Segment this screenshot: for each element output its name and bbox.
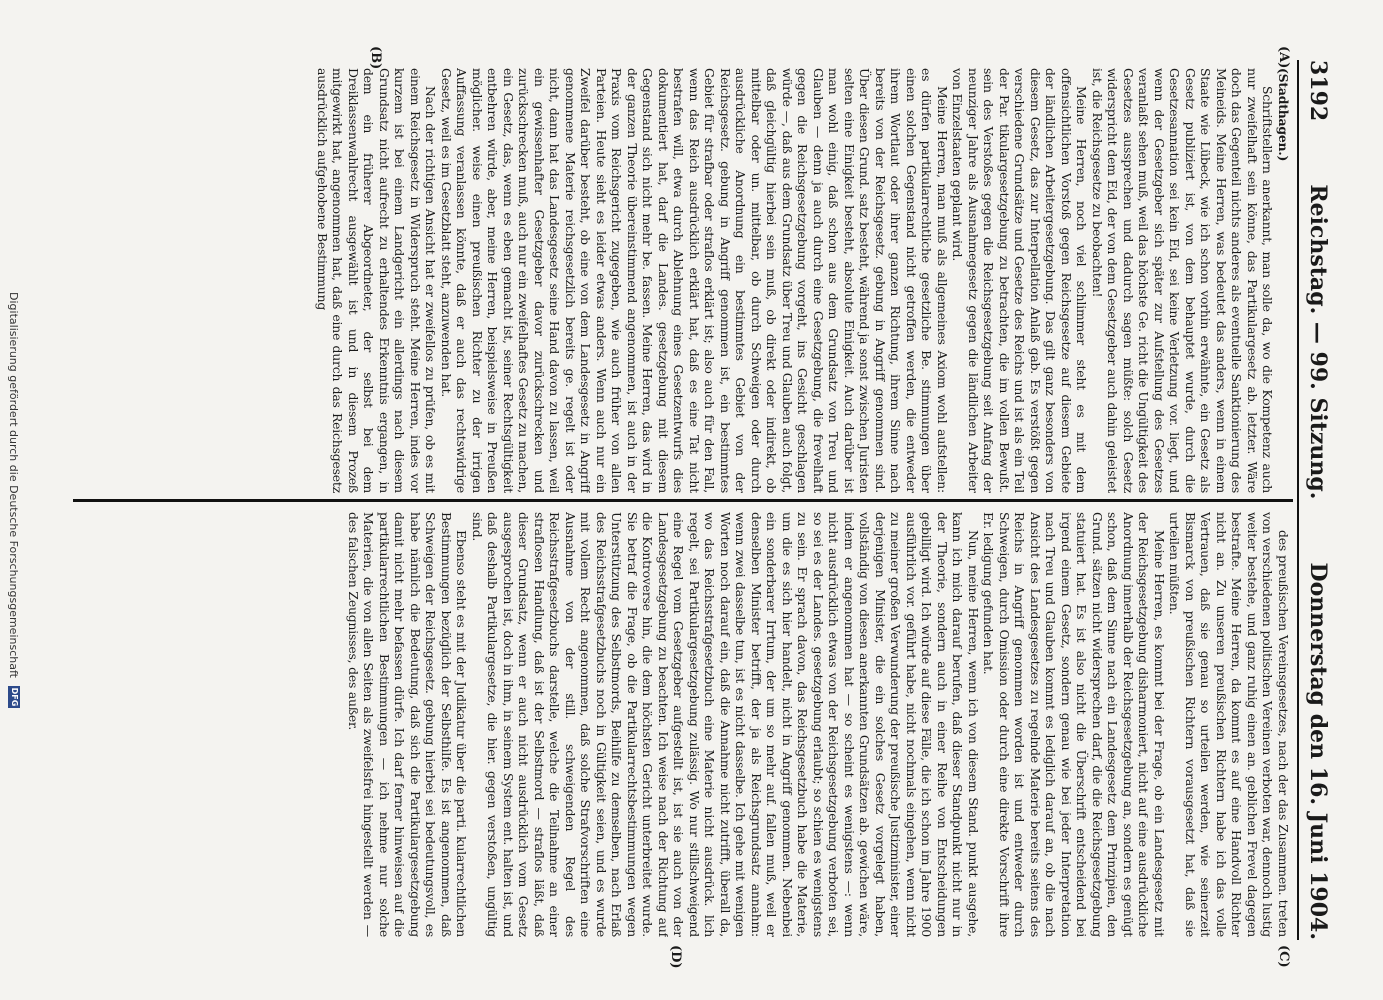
digitization-footer bbox=[5, 10, 23, 990]
session-date: Donnerstag den 16. Juni 1904. bbox=[1305, 562, 1331, 940]
paragraph: Meine Herren, man muß als allgemeines Axiom wohl aufstellen: es dürfen partikularrechtliche gesetzliche Be. stimmungen über einen solchen Gegenstand nicht getroffen werden, die entweder ihrem Wortlaut oder ihrer ganzen Richtung, ihrem Sinne nach bereits von der Reichsgesetz. gebung in Angriff genommen sind. Über diesen Grund. satz besteht, während ja sonst zwischen Juristen selten eine Einigkeit besteht, absolute Einigkeit. Auch darüber ist man wohl einig, daß schon aus dem Grundsatz von Treu und Glauben — denn ja auch durch eine Gesetzgebung, die frevelhaft gegen die Reichsgesetzgebung vorgeht, ins Gesicht geschlagen würde —, daß aus dem Grundsatz über Treu und Glauben auch folgt, daß gleichgültig hierbei sein muß, ob direkt oder indirekt, ob mittelbar oder un. mittelbar, ob durch Schweigen oder durch ausdrückliche Anordnung ein bestimmtes Gebiet von der Reichsgesetz. gebung in Angriff genommen ist, ein bestimmtes Gebiet für strafbar oder straflos erklärt ist; also auch für den Fall, wenn das Reich ausdrücklich erklärt hat, daß es eine Tat nicht bestrafen will, etwa durch Ablehnung eines Gesetzentwurfs dies dokumentiert hat, darf die Landes. gesetzgebung mit diesem Gegenstand sich nicht mehr be. fassen. Meine Herren, das wird in der ganzen Theorie übereinstimmend angenommen, ist auch in der Praxis vom Reichsgericht zugegeben, wie auch früher von allen Parteien. Heute sieht es leider etwas anders. Wenn auch nur ein Zweifel darüber besteht, ob eine von dem Landesgesetz in Angriff genommene Materie reichsgesetzlich bereits ge. regelt ist oder nicht, dann hat das Landesgesetz seine Hand davon zu lassen, weil ein gewissenhafter Gesetzgeber davor zurückschrecken und zurückschrecken muß, auch nur ein zweifelhaftes Gesetz zu machen, ein Gesetz, das, wenn es eben gemacht ist, seiner Rechtsgültigkeit entbehren würde, aber, meine Herren, beispielsweise in Preußen möglicher. weise einen preußischen Richter zu der irrigen Auffassung veranlassen könnte, daß er auch das rechtswidrige Gesetz, weil es im Gesetzblatt steht, anzuwenden hat. bbox=[439, 68, 950, 493]
page-number: 3192 bbox=[1305, 60, 1331, 122]
margin-mark-d: (D) bbox=[668, 945, 683, 969]
left-column bbox=[81, 68, 1291, 493]
margin-mark-a: (A) bbox=[1276, 46, 1291, 69]
margin-mark-c: (C) bbox=[1276, 945, 1291, 968]
running-title: Reichstag. — 99. Sitzung. bbox=[1305, 184, 1331, 500]
right-column bbox=[81, 512, 1291, 937]
column-divider bbox=[73, 499, 1293, 502]
paragraph: Ebenso steht es mit der Judikatur über die parti. kularrechtlichen Bestimmungen bezüglich der Selbsthilfe. Es ist angenommen, daß Schweigen der Reichsgesetz. gebung hierbei sei bedeutungsvoll, es habe nämlich die Bedeutung, daß sich die Partikulargesetzgebung damit nicht mehr befassen dürfe. Ich darf ferner hinweisen auf die partikularrechtlichen Bestimmungen — ich nehme nur solche Materien, die von allen Seiten als zweifelsfrei hingestellt werden — des falschen Zeugnisses, des außer. bbox=[346, 512, 470, 937]
paragraph: Nun, meine Herren, wenn ich von diesem Stand. punkt ausgehe, kann ich mich darauf berufen, daß dieser Standpunkt nicht nur in der Theorie, sondern auch in einer Reihe von Entscheidungen gebilligt wird. Ich würde auf diese Fälle, die ich schon im Jahre 1900 ausführlich vor. geführt habe, nicht nochmals eingehen, wenn nicht zu meiner großen Verwunderung der preußische Justizminister, einer derjenigen Minister, die ein solches Gesetz vorgelegt haben, vollständig von diesen anerkannten Grundsätzen ab. gewichen wäre, indem er angenommen hat — so scheint es wenigstens —: wenn nicht ausdrücklich etwas von der Reichsgesetzgebung verboten sei, so sei es der Landes. gesetzgebung erlaubt; so schien es wenigstens zu sein. Er sprach davon, das Reichsgesetzbuch habe die Materie, um die es sich hier handelt, nicht in Angriff genommen. Nebenbei ein sonderbarer Irrtum, der um so mehr auf. fallen muß, weil er denselben Minister betrifft, der ja als Reichsgrundsatz annahm: wenn zwei dasselbe tun, ist es nicht dasselbe. Ich gehe mit wenigen Worten noch darauf ein, daß die Annahme nicht zutrifft, überall da, wo das Reichsstrafgesetzbuch eine Materie nicht ausdrück. lich regelt, sei Partikulargesetzgebung zulässig. Wo nur stillschweigend eine Regel vom Gesetzgeber aufgestellt ist, ist sie auch von der Landesgesetzgebung zu beachten. Ich weise nach der Richtung auf die Kontroverse hin, die dem höchsten Gericht unterbreitet wurde. Sie betraf die Frage, ob die Partikularrechtsbestimmungen wegen Unterstützung des Selbstmords, Beihilfe zu demselben, nach Erlaß des Reichsstrafgesetzbuchs noch in Gültigkeit seien, und es wurde mit vollem Recht angenommen, daß solche Strafvorschriften eine Ausnahme von der still. schweigenden Regel des Reichsstrafgesetzbuchs darstelle, welche die Teilnahme an einer straflosen Handlung, daß ist der Selbstmord — straflos läßt, daß dieser Grundsatz, wenn er auch nicht ausdrücklich vom Gesetz ausgesprochen ist, doch in ihm, in seinem System ent. halten ist, und daß deshalb Partikulargesetze, die hier. gegen verstoßen, ungültig sind. bbox=[470, 512, 981, 937]
margin-mark-b: (B) bbox=[368, 46, 383, 70]
footer-text: Digitalisierung gefördert durch die Deutsche Forschungsgemeinschaft bbox=[7, 292, 21, 678]
paragraph: Schriftstellern anerkannt, man solle da, wo die Kompetenz auch nur zweifelhaft sein könne, das Partikulargesetz ab. letzter. Wäre doch das Gegenteil nichts anderes als eventuelle Sanktionierung des Meineids. Meine Herren, was bedeutet das anders, wenn in einem Staate wie Lübeck, wie ich schon vorhin erwähnte, ein Gesetz als Gesetz publiziert ist, von dem behauptet wurde, durch die Gesetzesannation sei kein Eid, sei keine Verletzung vor. liegt, und wenn der Gesetzgeber sich später zur Aufstellung des Gesetzes veranlaßt sehen muß, weil das höchste Ge. richt die Ungültigkeit des Gesetzes aussprechen und dadurch sagen müßte: solch Gesetz widerspricht dem Eid, der von dem Gesetzgeber auch dahin geleistet ist, die Reichsgesetze zu beobachten! bbox=[1090, 68, 1276, 493]
paragraph: des preußischen Vereinsgesetzes, nach der das Zusammen. treten von verschiedenen politischen Vereinen verboten war, dennoch lustig weiter bestehe, und ganz ruhig einen an. geblichen Frevel dagegen bestrafte. Meine Herren, da kommt es auf eine Handvoll Richter nicht an. Zu unseren preußischen Richtern habe ich das volle Vertrauen, daß sie genau so urteilen werden, wie seinerzeit Bismarck von preußischen Richtern vorausgesetzt hat, daß sie urteilen müßten. bbox=[1167, 512, 1291, 937]
paragraph: Meine Herren, noch viel schlimmer steht es mit dem offensichtlichen Vorstoß gegen Reichsgesetze auf diesem Gebiete der ländlichen Arbeitergesetzgebung. Das gilt ganz besonders von diesem Gesetz, das zur Interpellation Anlaß gab. Es verstößt gegen verschiedene Grundsätze und Gesetze des Reichs und ist als ein Teil der Par. tikulargesetzgebung zu betrachten, die im vollen Bewußt. sein des Verstoßes gegen die Reichsgesetzgebung seit Anfang der neunziger Jahre als Ausnahmegesetz gegen die ländlichen Arbeiter von Einzelstaaten geplant wird. bbox=[950, 68, 1090, 493]
paragraph: Nach der richtigen Ansicht hat er zweifellos zu prüfen, ob es mit einem Reichsgesetz in Widerspruch steht. Meine Herren, indes vor kurzem ist bei einem Landgericht ein allerdings nach diesem Grundsatz nicht aufrecht zu erhaltendes Erkenntnis ergangen, in dem ein früherer Abgeordneter, der selbst bei dem Dreiklassenwahlrecht ausgewählt ist und in diesem Prozeß mitgewirkt hat, angenommen hat, daß eine durch das Reichsgesetz ausdrücklich aufgehobene Bestimmung bbox=[315, 68, 439, 493]
page-header bbox=[1303, 60, 1333, 940]
header-rule bbox=[1297, 60, 1299, 940]
paragraph: Meine Herren, es kommt bei der Frage, ob ein Landesgesetz mit der Reichsgesetzgebung disharmoniert, nicht auf eine ausdrückliche Anordnung innerhalb der Reichsgesetzgebung an, sondern es genügt schon, daß dem Sinne nach ein Landesgesetz dem Prinzipien, den Grund. sätzen nicht widersprechen darf, die die Reichsgesetzgebung statuiert hat. Es ist also nicht die Überschrift entscheidend bei irgend einem Gesetz, sondern genau wie bei jeder Interpretation nach Treu und Glauben kommt es lediglich darauf an, ob die nach Ansicht des Landesgesetzes zu regelnde Materie bereits seitens des Reichs in Angriff genommen worden ist und entweder durch Schweigen, durch Omission oder durch eine direkte Vorschrift ihre Er. ledigung gefunden hat. bbox=[981, 512, 1167, 937]
dfg-logo-icon: DFG bbox=[10, 687, 19, 707]
speaker-tag: (Stadthagen.) bbox=[1276, 68, 1291, 162]
